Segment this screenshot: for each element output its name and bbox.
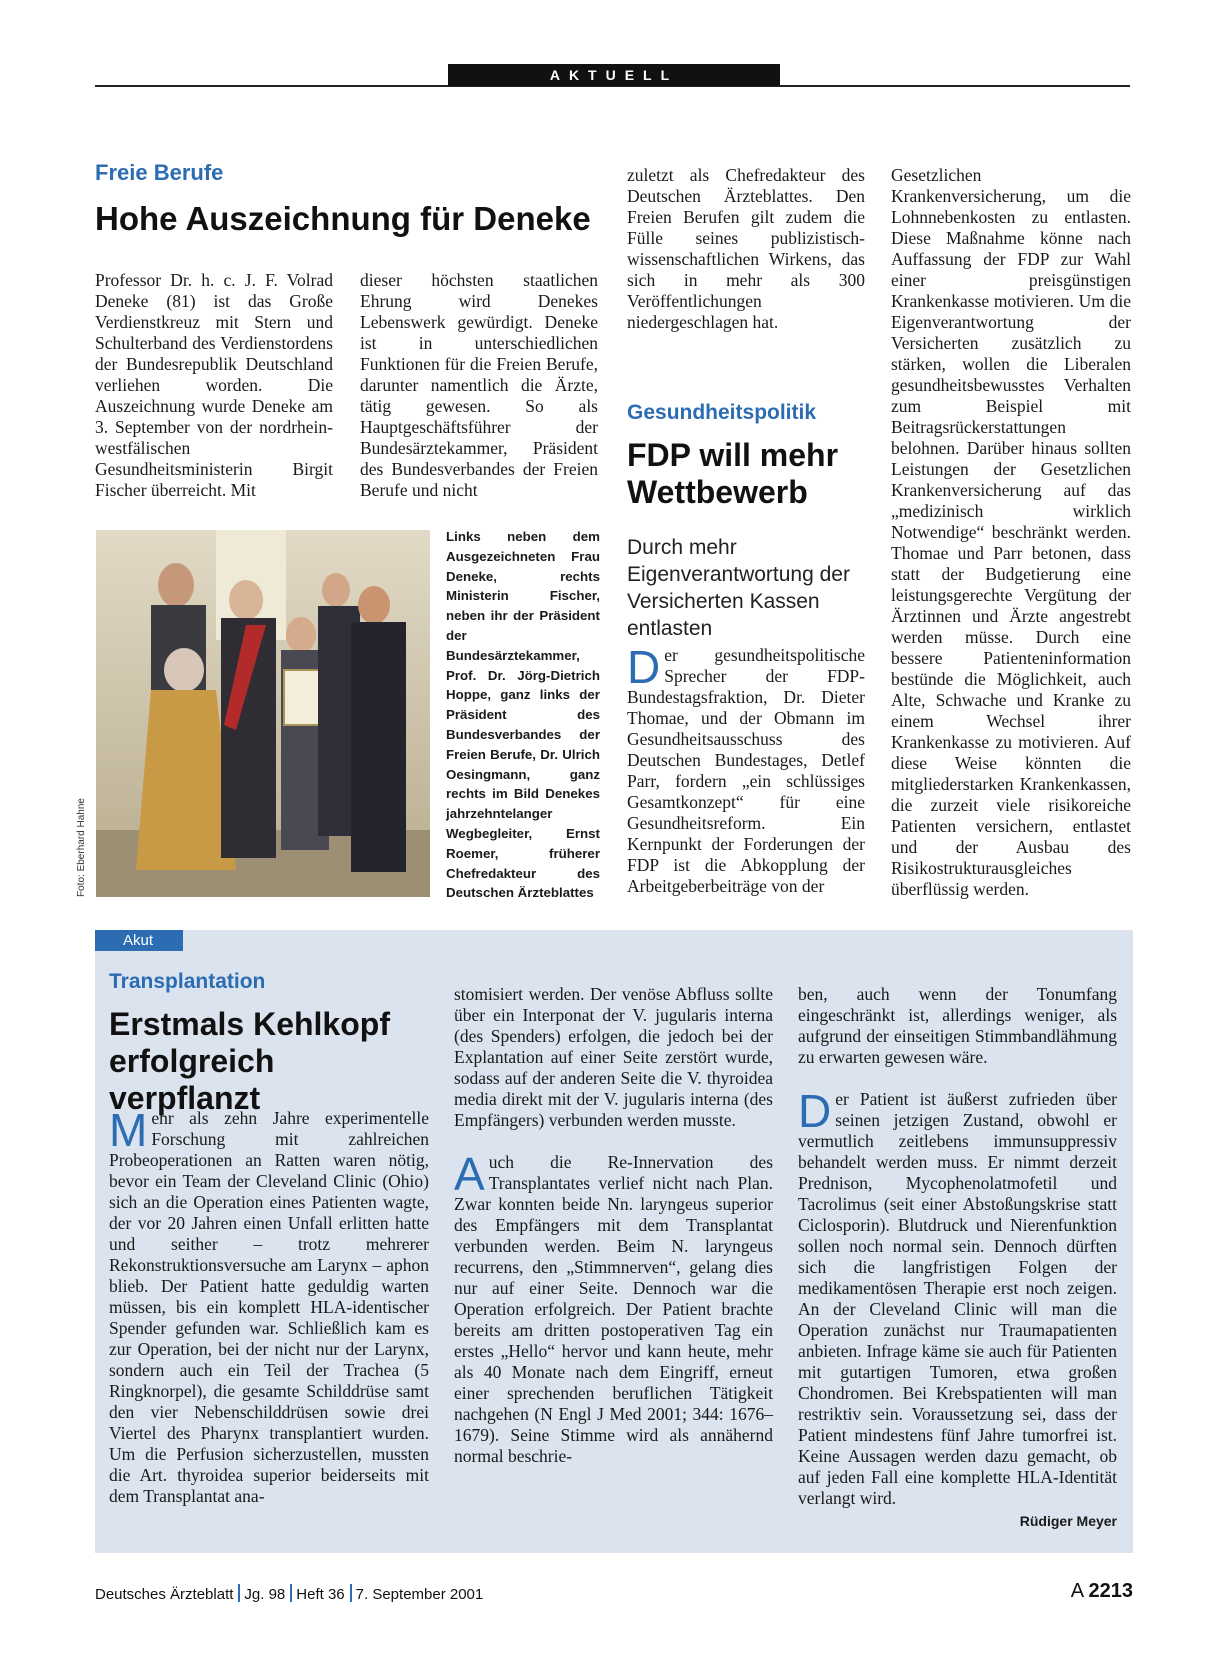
article3-kicker: Transplantation — [109, 970, 266, 993]
article3-column-3-text: er Patient ist äußerst zufrieden über seinen jetzigen Zustand, obwohl er vermutlich zeitlebens immunsuppressiv behandelt werden muss. Er nimmt derzeit Prednison, Mycophenolatmofetil und Tacrolimus (seit einer Abstoßungskrise statt Ciclosporin). Blutdruck und Nierenfunktion sollen noch normal sein. Dennoch dürften sich die langfristigen Folgen der medikamentösen Therapie erst noch zeigen. An der Cleveland Clinic will man die Operation zunächst nur Traumapatienten anbieten. Infrage käme sie auch für Patienten mit gutartigen Tumoren, etwa großen Chondromen. Bei Krebspatienten will man restriktiv sein. Voraussetzung sei, dass der Patient mindestens fünf Jahre tumorfrei ist. Keine Aussagen werden dazu gemacht, ob auf jeden Fall eine komplette HLA-Identität verlangt wird. — [798, 1089, 1117, 1508]
article1-column-2: dieser höchsten staatlichen Ehrung wird Denekes Lebenswerk gewürdigt. Deneke ist in unterschiedlichen Funktionen für die Freien Berufe, darunter namentlich die Ärzte, tätig gewesen. So als Hauptgeschäftsführer der Bundesärztekammer, Präsident des Bundesverbandes der Freien Berufe und nicht — [360, 270, 598, 500]
article1-column-1: Professor Dr. h. c. J. F. Volrad Deneke (81) ist das Große Verdienstkreuz mit Stern und Schulterband des Verdienstordens der Bundesrepublik Deutschland verliehen worden. Die Auszeichnung wurde Deneke am 3. September von der nordrhein-westfälischen Gesundheitsministerin Birgit Fischer überreicht. Mit — [95, 270, 333, 500]
photo-caption: Links neben dem Ausgezeichneten Frau Deneke, rechts Ministerin Fischer, neben ihr der Präsident der Bundesärztekammer, Prof. Dr. Jörg-Dietrich Hoppe, ganz links der Präsident des Bundesverbandes der Freien Berufe, Dr. Ulrich Oesingmann, ganz rechts im Bild Denekes jahrzehntelanger Wegbegleiter, Ernst Roemer, früherer Chefredakteur des Deutschen Ärzteblattes — [446, 529, 600, 901]
akut-tag: Akut — [95, 930, 183, 951]
article1-column-3: zuletzt als Chefredakteur des Deutschen Ärzteblattes. Den Freien Berufen gilt zudem die Fülle seines publizistisch-wissenschaftlichen Wirkens, das sich in mehr als 300 Veröffentlichungen niedergeschlagen hat. — [627, 165, 865, 332]
page-prefix: A — [1070, 1580, 1083, 1602]
footer-issue: Heft 36 — [296, 1586, 345, 1603]
article3-column-2-text: uch die Re-Innervation des Transplantates verlief nicht nach Plan. Zwar konnten beide Nn. laryngeus superior des Empfängers mit dem Transplantat verbunden werden. Beim N. laryngeus recurrens, den „Stimmnerven“, gelang dies nur auf einer Seite. Dennoch war die Operation erfolgreich. Der Patient brachte bereits am dritten postoperativen Tag ein erstes „Hello“ hervor und kann heute, mehr als 40 Monate nach dem Eingriff, erneut einer sprechenden beruflichen Tätigkeit nachgehen (N Engl J Med 2001; 344: 1676–1679). Seine Stimme wird als annähernd normal beschrie- — [454, 1152, 773, 1466]
article3-column-3 — [798, 984, 1117, 1532]
article3-column-1-text: ehr als zehn Jahre experimentelle Forschung mit zahlreichen Probeoperationen an Ratten waren nötig, bevor ein Team der Cleveland Clinic (Ohio) sich an die Operation eines Patienten wagte, der vor 20 Jahren einen Unfall erlitten hatte und seither – trotz mehrerer Rekonstruktionsversuche am Larynx – aphon blieb. Der Patient hatte geduldig warten müssen, bis ein komplett HLA-identischer Spender gefunden war. Schließlich kam es zur Operation, bei der nicht nur der Larynx, sondern auch ein Teil der Trachea (5 Ringknorpel), die gesamte Schilddrüse samt den vier Nebenschilddrüsen sowie drei Viertel des Pharynx transplantiert wurden. Um die Perfusion sicherzustellen, mussten die Art. thyroidea superior beiderseits mit dem Transplantat ana- — [109, 1108, 429, 1506]
footer-journal: Deutsches Ärzteblatt — [95, 1586, 234, 1603]
award-ceremony-photo — [96, 530, 430, 897]
page-number — [1071, 1580, 1133, 1603]
article3-column-3-paragraph-1: ben, auch wenn der Tonumfang eingeschränkt ist, allerdings weniger, als aufgrund der einseitigen Stimmbandlähmung zu erwarten gewesen wäre. — [798, 984, 1117, 1067]
article3-column-1 — [109, 1104, 429, 1507]
article2-column-1-text: er gesundheitspolitische Sprecher der FDP-Bundestagsfraktion, Dr. Dieter Thomae, und der Obmann im Gesundheitsausschuss des Deutschen Bundestages, Detlef Parr, fordern „ein schlüssiges Gesamtkonzept“ für eine Gesundheitsreform. Ein Kernpunkt der Forderungen der FDP ist die Abkopplung der Arbeitgeberbeiträge von der — [627, 645, 865, 896]
article3-column-2-paragraph-1: stomisiert werden. Der venöse Abfluss sollte über ein Interponat der V. jugularis interna (des Spenders) erfolgen, die jedoch bei der Explantation auf einer Seite zerstört wurde, sodass auf der anderen Seite die V. thyroidea media direkt mit der V. jugularis interna (des Empfängers) verbunden werden musste. — [454, 984, 773, 1130]
page-number-value: 2213 — [1088, 1580, 1133, 1602]
article2-headline: FDP will mehr Wettbewerb — [627, 437, 839, 510]
article3-dropcap-2: A — [454, 1148, 485, 1200]
article1-kicker: Freie Berufe — [95, 160, 224, 185]
article3-column-3-paragraph-2 — [798, 1085, 1117, 1509]
section-label: AKTUELL — [448, 64, 780, 86]
article3-byline: Rüdiger Meyer — [1019, 1513, 1117, 1529]
article3-column-2-paragraph-2 — [454, 1148, 773, 1467]
article3-column-2 — [454, 984, 773, 1467]
article2-column-2: Gesetzlichen Krankenversicherung, um die Lohnnebenkosten zu entlasten. Diese Maßnahme könne nach Auffassung der FDP zur Wahl einer preisgünstigen Krankenkasse motivieren. Um die Eigenverantwortung der Versicherten zusätzlich zu stärken, wollen die Liberalen gesundheitsbewusstes Verhalten zum Beispiel mit Beitragsrückerstattungen belohnen. Darüber hinaus sollten Leistungen der Gesetzlichen Krankenversicherung auf das „medizinisch wirklich Notwendige“ beschränkt werden. Thomae und Parr betonen, dass statt der Budgetierung eine leistungsgerechte Vergütung der Ärztinnen und Ärzte angestrebt werden müsse. Durch eine bessere Patienteninformation bestünde die Möglichkeit, auch Alte, Schwache und Kranke zu einem Wechsel ihrer Krankenkasse zu motivieren. Auf diese Weise könnten die mitgliederstarken Krankenkassen, die zurzeit viele risikoreiche Patienten versichern, entlastet und der Ausbau des Risikostrukturausgleiches überflüssig werden. — [891, 165, 1131, 899]
article1-headline: Hohe Auszeichnung für Deneke — [95, 200, 591, 237]
footer-date: 7. September 2001 — [355, 1586, 484, 1603]
footer-separator — [350, 1584, 352, 1602]
footer-separator — [238, 1584, 240, 1602]
footer-separator — [290, 1584, 292, 1602]
article2-column-1 — [627, 641, 865, 897]
article3-dropcap-1: M — [109, 1104, 148, 1156]
article2-kicker: Gesundheitspolitik — [627, 401, 817, 424]
footer-volume: Jg. 98 — [244, 1586, 286, 1603]
photo-credit: Foto: Eberhard Hahne — [76, 798, 87, 897]
article3-headline: Erstmals Kehlkopf erfolgreich verpflanzt — [109, 1006, 390, 1116]
footer — [95, 1584, 483, 1603]
article3-dropcap-3: D — [798, 1085, 832, 1137]
article2-deck: Durch mehr Eigenverantwortung der Versicherten Kassen entlasten — [627, 536, 850, 640]
article2-dropcap: D — [627, 641, 661, 693]
